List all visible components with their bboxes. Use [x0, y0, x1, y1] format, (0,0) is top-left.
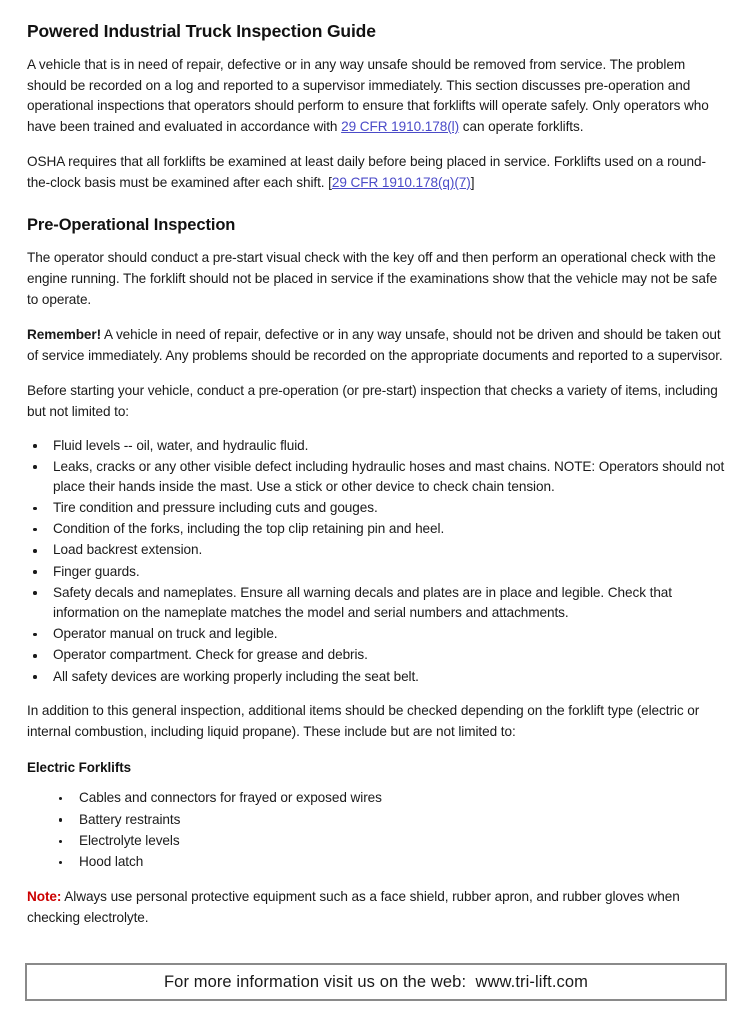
- list-item: Electrolyte levels: [53, 831, 728, 852]
- intro-paragraph-text-part1: A vehicle that is in need of repair, defective or in any way unsafe should be removed from service. The problem should be recorded on a log and reported to a supervisor immediately. This section discusses pre-operation and operational inspections that operators should perform to ensure that forklifts will operate safely. Only operators who have been trained and evaluated in accordance with: [27, 57, 709, 134]
- list-item: Tire condition and pressure including cuts and gouges.: [27, 498, 728, 519]
- section-heading-electric-forklifts: Electric Forklifts: [27, 760, 132, 776]
- electric-forklift-items-list: [27, 788, 728, 873]
- cfr-1910-178-q-7-link[interactable]: 29 CFR 1910.178(q)(7): [331, 174, 471, 190]
- list-item: Condition of the forks, including the top clip retaining pin and heel.: [27, 519, 728, 540]
- pre-operational-paragraph: The operator should conduct a pre-start visual check with the key off and then perform an operational check with the engine running. The forklift should not be placed in service if the examinations show that the vehicle may not be safe to operate.: [27, 250, 718, 307]
- osha-requirement-paragraph: [27, 152, 728, 193]
- list-item: Cables and connectors for frayed or exposed wires: [53, 788, 728, 809]
- remember-lead-in: Remember!: [27, 327, 102, 343]
- list-item: Operator compartment. Check for grease and debris.: [27, 645, 728, 666]
- section-heading-pre-operational-inspection: Pre-Operational Inspection: [27, 215, 236, 234]
- page-title: Powered Industrial Truck Inspection Guide: [27, 21, 376, 41]
- note-lead-in: Note:: [27, 889, 62, 905]
- list-item: Load backrest extension.: [27, 540, 728, 561]
- inspection-list-intro: Before starting your vehicle, conduct a pre-operation (or pre-start) inspection that checks a variety of items, including but not limited to:: [27, 383, 718, 419]
- intro-paragraph: [27, 55, 728, 137]
- list-item: Fluid levels -- oil, water, and hydraulic fluid.: [27, 436, 728, 457]
- list-item: Operator manual on truck and legible.: [27, 624, 728, 645]
- list-item: Battery restraints: [53, 810, 728, 831]
- note-paragraph: [27, 887, 728, 928]
- additional-inspection-paragraph: In addition to this general inspection, additional items should be checked depending on the forklift type (electric or internal combustion, including liquid propane). These include but are not limited to:: [27, 703, 700, 739]
- list-item: Hood latch: [53, 852, 728, 873]
- osha-paragraph-text-part1: OSHA requires that all forklifts be examined at least daily before being placed in service. Forklifts used on a round-the-clock basis must be examined after each shift. [: [27, 154, 706, 190]
- list-item: Leaks, cracks or any other visible defect including hydraulic hoses and mast chains. NOTE: Operators should not place their hands inside the mast. Use a stick or other device to check chain tension.: [27, 457, 728, 498]
- list-item: Finger guards.: [27, 562, 728, 583]
- intro-paragraph-text-part2: can operate forklifts.: [459, 118, 584, 134]
- osha-paragraph-text-part2: ]: [470, 174, 475, 190]
- list-item: Safety decals and nameplates. Ensure all warning decals and plates are in place and legible. Check that information on the nameplate matches the model and serial numbers and attachments.: [27, 583, 728, 624]
- note-paragraph-text: Always use personal protective equipment such as a face shield, rubber apron, and rubber gloves when checking electrolyte.: [27, 889, 680, 925]
- remember-paragraph: [27, 325, 728, 366]
- footer-text: For more information visit us on the web: www.tri-lift.com: [163, 972, 589, 991]
- footer-banner: [25, 963, 727, 1001]
- cfr-1910-178-l-link[interactable]: 29 CFR 1910.178(l): [341, 118, 460, 134]
- remember-paragraph-text: A vehicle in need of repair, defective or in any way unsafe, should not be driven and should be taken out of service immediately. Any problems should be recorded on the appropriate documents and reported to a supervisor.: [27, 327, 723, 363]
- list-item: All safety devices are working properly including the seat belt.: [27, 667, 728, 688]
- inspection-items-list: [27, 436, 728, 688]
